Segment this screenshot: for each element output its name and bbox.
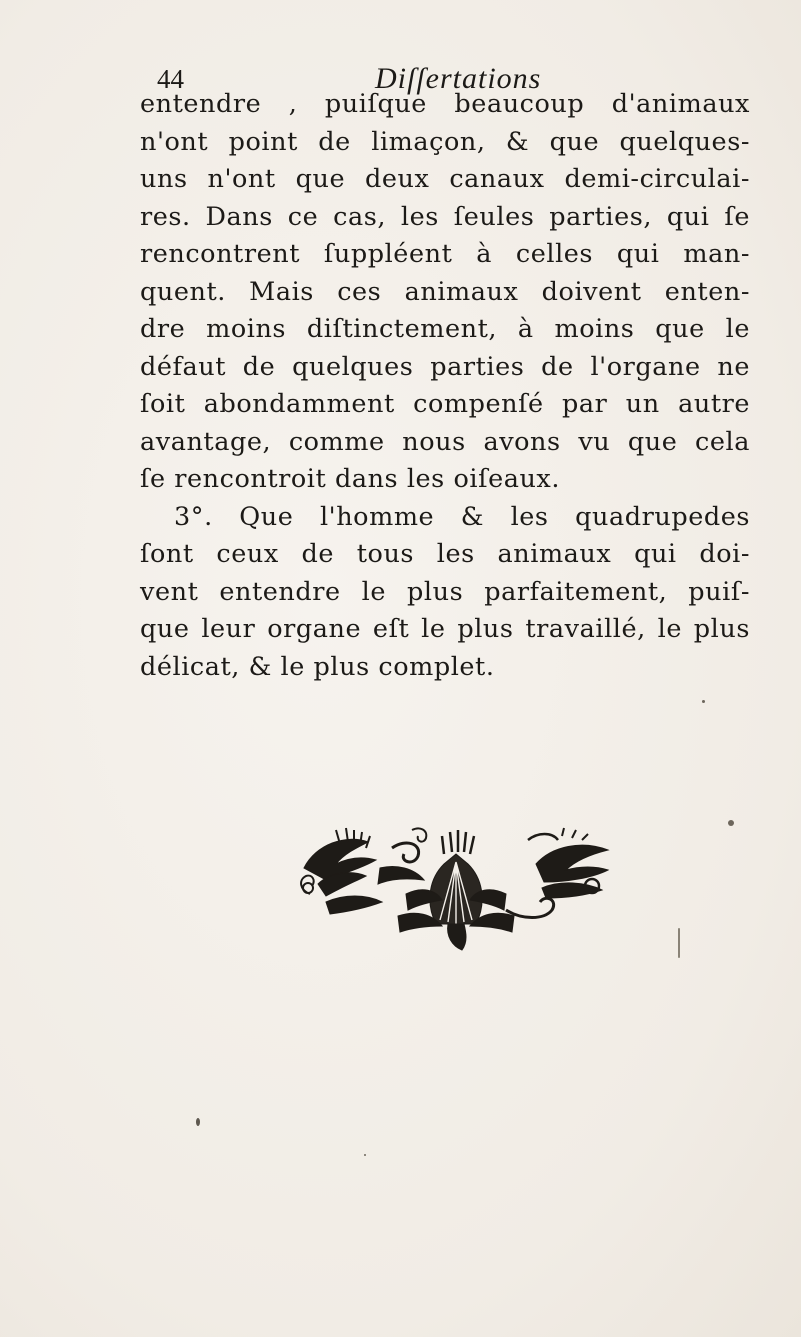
text-line: ſe rencontroit dans les oiſeaux.: [140, 464, 561, 494]
text-line: vent entendre le plus parfaitement, puiſ-: [140, 576, 750, 607]
text-line: quent. Mais ces animaux doivent enten-: [140, 276, 750, 307]
text-line: délicat, & le plus complet.: [140, 651, 495, 682]
paper-speck: [678, 928, 680, 958]
text-line: rencontrent ſuppléent à celles qui man-: [140, 239, 750, 269]
paper-speck: [702, 700, 705, 703]
text-line: entendre , puiſque beaucoup d'animaux: [140, 89, 750, 119]
text-line: res. Dans ce cas, les ſeules parties, qui ſe: [140, 201, 750, 232]
paper-speck: [728, 820, 734, 826]
text-line: ſont ceux de tous les animaux qui doi-: [140, 539, 750, 569]
body-text: [140, 86, 750, 686]
text-line: avantage, comme nous avons vu que cela: [140, 426, 750, 457]
text-line: uns n'ont que deux canaux demi-circulai-: [140, 164, 750, 194]
page-number: 44: [157, 64, 184, 94]
text-line: défaut de quelques parties de l'organe ne: [140, 351, 750, 382]
text-line: ſoit abondamment compenſé par un autre: [140, 389, 750, 419]
paper-speck: [196, 1118, 200, 1126]
text-line: dre moins diſtinctement, à moins que le: [140, 314, 750, 344]
text-line: n'ont point de limaçon, & que quelques-: [140, 126, 750, 157]
floral-tailpiece-icon: [296, 824, 614, 954]
paper-speck: [364, 1154, 366, 1156]
text-line: 3°. Que l'homme & les quadrupedes: [174, 501, 750, 532]
text-line: que leur organe eſt le plus travaillé, le plus: [140, 614, 750, 644]
running-head: Diſſertations: [375, 62, 542, 95]
